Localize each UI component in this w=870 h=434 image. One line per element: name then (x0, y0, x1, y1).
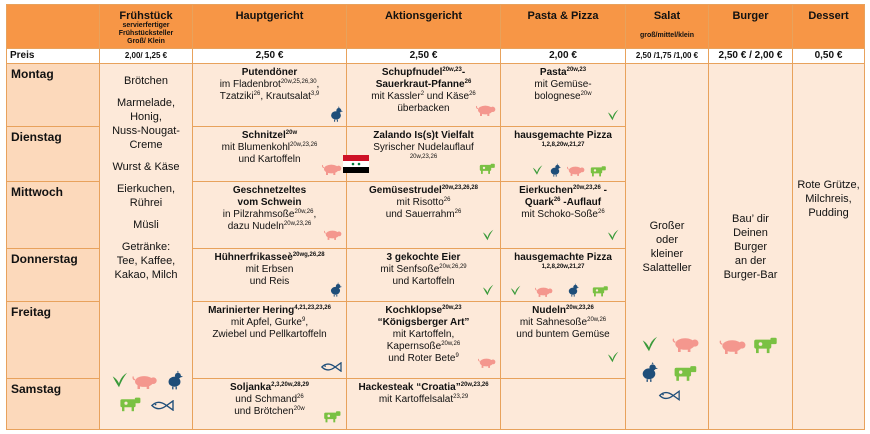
aktion-freitag-l4: Kapernsoße$^{20w,26}$ (386, 340, 461, 352)
aktion-montag (347, 64, 501, 127)
cow-icon (589, 165, 607, 177)
leaf-icon (110, 370, 128, 390)
salat-l3: kleiner (650, 247, 684, 260)
header-fruehstueck-sub2: Frühstücksteller (118, 30, 174, 37)
aktion-freitag-l5: und Roter Bete$^9$ (388, 352, 459, 364)
leaf-icon (640, 334, 658, 354)
fr-item-creme: Creme (129, 139, 163, 152)
leaf-icon (606, 228, 619, 242)
haupt-montag-title: Putendöner (241, 67, 298, 79)
aktion-montag-l1: Schupfnudel$^{20w,23}$- (381, 67, 466, 79)
fish-icon (320, 362, 342, 372)
chicken-icon (549, 163, 561, 177)
header-salat-sub: groß/mittel/klein (639, 32, 695, 39)
pig-icon (535, 286, 553, 297)
aktion-freitag-l2: “Königsberger Art” (377, 316, 470, 328)
haupt-donnerstag-l2: mit Erbsen (245, 264, 294, 276)
leaf-icon (481, 228, 494, 242)
pasta-dienstag-l2: 1,2,8,20w,21,27 (541, 142, 585, 149)
haupt-samstag-l2: und Schmand$^{26}$ (235, 394, 304, 406)
chicken-icon (329, 106, 343, 122)
fr-item-broetchen: Brötchen (123, 75, 169, 88)
day-montag: Montag (7, 64, 100, 127)
haupt-dienstag-l3: und Kartoffeln (238, 154, 301, 166)
leaf-icon (606, 350, 619, 364)
dessert-l2: Milchreis, (805, 193, 852, 206)
haupt-mittwoch-l3: in Pilzrahmsoße$^{20w,26}$, (222, 209, 317, 221)
leaf-icon (481, 283, 494, 297)
burger-l4: an der (734, 254, 767, 267)
aktion-montag-l3: mit Kassler$^2$ und Käse$^{26}$ (371, 91, 476, 103)
fr-item-wurst: Wurst & Käse (112, 161, 180, 174)
header-salat-title: Salat (653, 10, 681, 22)
haupt-samstag-l3: und Brötchen$^{20w}$ (234, 406, 305, 418)
pig-icon (476, 104, 496, 116)
pasta-montag-l2: mit Gemüse- (534, 79, 592, 91)
pasta-donnerstag-l2: 1,2,8,20w,21,27 (541, 264, 585, 271)
pasta-donnerstag-l1: hausgemachte Pizza (514, 252, 612, 264)
header-salat (626, 5, 709, 49)
haupt-montag (193, 64, 347, 127)
day-freitag: Freitag (7, 301, 100, 378)
dessert-l1: Rote Grütze, (797, 179, 860, 192)
aktion-donnerstag (347, 249, 501, 302)
price-pasta: 2,00 € (501, 49, 626, 64)
cow-icon (322, 410, 342, 423)
haupt-montag-l2: im Fladenbrot$^{20w,25,26,30}$, (219, 79, 320, 91)
haupt-mittwoch (193, 182, 347, 249)
leaf-icon (509, 284, 521, 297)
aktion-donnerstag-l3: und Kartoffeln (392, 276, 455, 288)
chicken-icon (166, 370, 183, 390)
pig-icon (322, 163, 342, 175)
samstag-icons (110, 370, 190, 416)
header-fruehstueck (100, 5, 193, 49)
dessert-cell (793, 64, 865, 430)
header-burger: Burger (709, 5, 793, 49)
pig-icon (719, 338, 747, 354)
haupt-donnerstag-l3: und Reis (249, 276, 290, 288)
pasta-donnerstag (501, 249, 626, 302)
fr-item-honig: Honig, (130, 111, 162, 124)
pasta-freitag-l3: und buntem Gemüse (516, 328, 610, 340)
pasta-mittwoch (501, 182, 626, 249)
day-samstag: Samstag (7, 379, 100, 430)
burger-l3: Burger (733, 240, 768, 253)
pasta-mittwoch-l2: Quark$^{26}$ -Auflauf (524, 197, 602, 209)
price-burger: 2,50 € / 2,00 € (709, 49, 793, 64)
fr-item-getraenke: Getränke: (121, 241, 171, 254)
aktion-mittwoch-l1: Gemüsestrudel$^{20w,23,26,28}$ (369, 185, 478, 197)
pasta-freitag-l1: Nudeln$^{20w,23,26}$ (532, 304, 594, 316)
salat-icons (638, 334, 712, 404)
aktion-dienstag-l3: 20w,23,26 (409, 154, 438, 161)
chicken-icon (640, 362, 658, 382)
fish-icon (658, 390, 680, 401)
pasta-dienstag-l1: hausgemachte Pizza (514, 130, 612, 142)
aktion-freitag (347, 301, 501, 378)
burger-l1: Bau’ dir (732, 212, 769, 225)
burger-cell (709, 64, 793, 430)
dessert-l3: Pudding (808, 207, 849, 220)
fr-item-marmelade: Marmelade, (116, 97, 176, 110)
day-mittwoch: Mittwoch (7, 182, 100, 249)
salat-l1: Großer (649, 219, 685, 232)
price-dessert: 0,50 € (793, 49, 865, 64)
burger-l5: Burger-Bar (723, 268, 778, 281)
pasta-montag-l1: Pasta$^{20w,23}$ (539, 67, 587, 79)
pig-icon (132, 374, 158, 389)
haupt-dienstag (193, 127, 347, 182)
price-hauptgericht: 2,50 € (193, 49, 347, 64)
pasta-montag-l3: bolognese$^{20w}$ (534, 91, 592, 103)
haupt-mittwoch-l4: dazu Nudeln$^{20w,23,26}$ (227, 221, 312, 233)
aktion-donnerstag-l2: mit Senfsoße$^{20w,26,29}$ (380, 264, 467, 276)
aktion-samstag-l2: mit Kartoffelsalat$^{23,29}$ (378, 394, 469, 406)
haupt-dienstag-l1: Schnitzel$^{20w}$ (241, 130, 298, 142)
aktion-mittwoch (347, 182, 501, 249)
aktion-freitag-l1: Kochklopse$^{20w,23}$ (385, 304, 462, 316)
pig-icon (324, 229, 342, 240)
fr-item-muesli: Müsli (133, 219, 159, 232)
aktion-montag-l4: überbacken (397, 103, 450, 115)
aktion-mittwoch-l3: und Sauerrahm$^{26}$ (385, 209, 462, 221)
aktion-samstag (347, 379, 501, 430)
aktion-freitag-l3: mit Kartoffeln, (392, 328, 455, 340)
cow-icon (672, 364, 698, 382)
fr-item-ruehrei: Rührei (129, 197, 163, 210)
price-salat: 2,50 /1,75 /1,00 € (626, 49, 709, 64)
fr-item-eierkuchen: Eierkuchen, (116, 183, 176, 196)
haupt-freitag (193, 301, 347, 378)
header-aktionsgericht: Aktionsgericht (347, 5, 501, 49)
header-hauptgericht: Hauptgericht (193, 5, 347, 49)
pasta-montag (501, 64, 626, 127)
cow-icon (591, 285, 609, 297)
syrian-flag-icon (343, 155, 369, 173)
haupt-dienstag-l2: mit Blumenkohl$^{20w,23,26}$ (221, 142, 318, 154)
price-label: Preis (7, 49, 100, 64)
burger-l2: Deinen (733, 226, 768, 239)
salat-l4: Salatteller (642, 261, 692, 274)
fr-item-kakao: Kakao, Milch (114, 269, 178, 282)
header-fruehstueck-sub1: servierfertiger (122, 22, 170, 29)
pasta-freitag (501, 301, 626, 378)
cow-icon (751, 336, 779, 354)
pasta-samstag (501, 379, 626, 430)
salat-cell (626, 64, 709, 430)
chicken-icon (567, 283, 579, 297)
pasta-mittwoch-l1: Eierkuchen$^{20w,23,26}$ - (519, 185, 607, 197)
haupt-mittwoch-l2: vom Schwein (237, 197, 302, 209)
fr-item-nuss: Nuss-Nougat- (112, 125, 180, 138)
price-aktionsgericht: 2,50 € (347, 49, 501, 64)
header-fruehstueck-title: Frühstück (119, 10, 173, 22)
aktion-montag-l2: Sauerkraut-Pfanne$^{26}$ (375, 79, 472, 91)
aktion-samstag-l1: Hackesteak “Croatia”$^{20w,23,26}$ (358, 382, 489, 394)
header-fruehstueck-sub3: Groß/ Klein (127, 38, 165, 45)
pig-icon (478, 357, 496, 368)
menu-table (6, 4, 865, 430)
haupt-freitag-l2: mit Apfel, Gurke$^9$, (230, 316, 309, 328)
pig-icon (567, 165, 585, 176)
haupt-samstag (193, 379, 347, 430)
header-dessert: Dessert (793, 5, 865, 49)
aktion-mittwoch-l2: mit Risotto$^{26}$ (396, 197, 451, 209)
aktion-dienstag-l2: Syrischer Nudelauflauf (373, 142, 474, 154)
leaf-icon (606, 108, 619, 122)
haupt-freitag-l3: Zwiebel und Pellkartoffeln (212, 328, 327, 340)
cow-icon (478, 162, 496, 175)
leaf-icon (531, 163, 543, 177)
haupt-mittwoch-l1: Geschnetzeltes (232, 185, 307, 197)
haupt-donnerstag (193, 249, 347, 302)
aktion-donnerstag-l1: 3 gekochte Eier (386, 252, 461, 264)
aktion-dienstag-l1: Zalando Is(s)t Vielfalt (373, 130, 474, 142)
pasta-mittwoch-l3: mit Schoko-Soße$^{26}$ (521, 209, 605, 221)
header-corner (7, 5, 100, 49)
aktion-dienstag (347, 127, 501, 182)
pig-icon (672, 336, 700, 352)
pasta-freitag-l2: mit Sahnesoße$^{20w,26}$ (519, 316, 607, 328)
salat-l2: oder (655, 233, 679, 246)
haupt-donnerstag-l1: Hühnerfrikasseè$^{20wg,26,28}$ (214, 252, 325, 264)
fish-icon (150, 400, 174, 411)
header-pasta: Pasta & Pizza (501, 5, 626, 49)
haupt-montag-l3: Tzatziki$^{26}$, Krautsalat$^{3,9}$ (219, 91, 320, 103)
haupt-samstag-l1: Soljanka$^{2,3,20w,28,29}$ (230, 382, 309, 394)
cow-icon (118, 396, 142, 412)
day-dienstag: Dienstag (7, 127, 100, 182)
haupt-freitag-l1: Marinierter Hering$^{4,21,23,23,26}$ (208, 304, 331, 316)
price-fruehstueck: 2,00/ 1,25 € (100, 49, 193, 64)
pasta-dienstag (501, 127, 626, 182)
chicken-icon (329, 282, 342, 297)
day-donnerstag: Donnerstag (7, 249, 100, 302)
fr-item-tee: Tee, Kaffee, (116, 255, 176, 268)
